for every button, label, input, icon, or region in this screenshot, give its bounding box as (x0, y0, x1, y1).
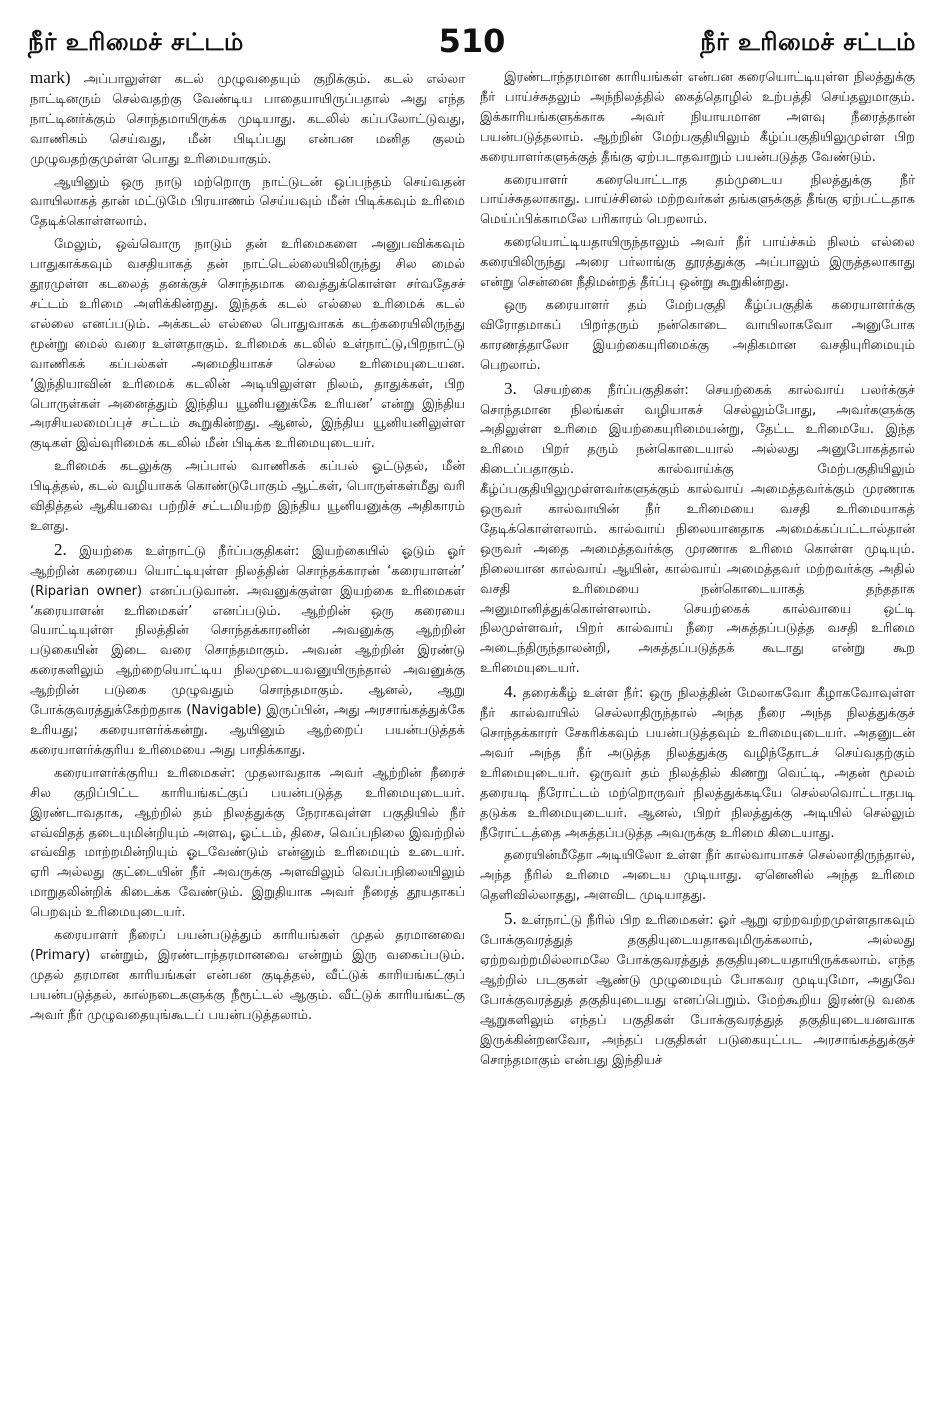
section-number: 5. (504, 909, 517, 929)
paragraph: கரையாளர்க்குரிய உரிமைகள்: முதலாவதாக அவர் ஆற்றின் நீரைச் சில குறிப்பிட்ட காரியங்கட்குப் பயன்படுத்த உரிமையுடையர். இரண்டாவதாக, ஆற்றில் தம் நிலத்துக்கு நேராகவுள்ள பகுதியில் நீர் எவ்விதத் தடையுமின்றியும் அளவு, ஓட்டம், திசை, வெப்பநிலை இவற்றில் எவ்வித மாற்றமின்றியும் ஓடவேண்டும் என்னும் உரிமையும் உடையர். ஏரி அல்லது குட்டையின் நீர் அவருக்கு அளவிலும் வெப்பநிலையிலும் மாறுதலின்றிக் கிடைக்க வேண்டும். இறுதியாக அவர் நீரைத் தூயதாகப் பெறவும் உரிமையுடையர். (30, 765, 465, 921)
section-number: 3. (504, 378, 517, 398)
paragraph: கரையாளர் கரையொட்டாத தம்முடைய நிலத்துக்கு நீர் பாய்ச்சுதலாகாது. பாய்ச்சினல் மற்றவர்கள் தங்களுக்குத் தீங்கு ஏற்பட்டதாக மெய்ப்பிக்காமலே பரிகாரம் பெறலாம். (480, 172, 915, 228)
running-title-right: நீர் உரிமைச் சட்டம் (700, 28, 916, 56)
running-title-left: நீர் உரிமைச் சட்டம் (28, 28, 244, 56)
paragraph-text: அப்பாலுள்ள கடல் முழுவதையும் குறிக்கும். கடல் எல்லா நாட்டினரும் செல்வதற்கு வேண்டிய பாதையாயிருப்பதால் அது எந்த நாட்டினர்க்கும் சொந்தமாயிருக்க முடியாது. கடலில் கப்பலோட்டுவது, வாணிகம் செய்வது, மீன் பிடிப்பது என்பன மனித குலம் முழுவதற்குமுள்ள பொது உரிமையாகும். (30, 72, 465, 167)
paragraph: ஒரு கரையாளர் தம் மேற்பகுதி கீழ்ப்பகுதிக் கரையாளர்க்கு விரோதமாகப் பிறர்தரும் நன்கொடை வாயிலாகவோ அனுபோக காரணத்தாலோ இயற்கையுரிமைக்கு அதிகமான வசதியுரிமையும் பெறலாம். (480, 297, 915, 373)
paragraph-text: உள்நாட்டு நீரில் பிற உரிமைகள்: ஓர் ஆறு ஏற்றவற்றமுள்ளதாகவும் போக்குவரத்துத் தகுதியுடையதாகவுமிருக்கலாம், அல்லது ஏற்றவற்றமில்லாமலே போக்குவரத்துத் தகுதியுடையதாயிருக்கலாம். எந்த ஆற்றில் படகுகள் ஆண்டு முழுமையும் போகவர முடியுமோ, அதுவே போக்குவரத்துத் தகுதியுடையது எனப்பெறும். மேற்கூறிய இரண்டு வகை ஆறுகளிலும் எந்தப் பகுதிகள் போக்குவரத்துத் தகுதியுடையனவாக இருக்கின்றனவோ, அந்தப் பகுதிகள் படுகையுட்பட அரசாங்கத்துக்குச் சொந்தமாகும் என்பது இந்தியச் (480, 913, 915, 1068)
section-number: 4. (504, 682, 517, 702)
paragraph-text: செயற்கை நீர்ப்பகுதிகள்: செயற்கைக் கால்வாய் பலர்க்குச் சொந்தமான நிலங்கள் வழியாகச் செல்லும்போது, அவர்களுக்கு அதிலுள்ள உரிமை இயற்கையுரிமையன்று, தேட்ட உரிமையே. இந்த உரிமை பிறர் தரும் நன்கொடையால் அல்லது அனுபோகத்தால் கிடைப்பதாகும். கால்வாய்க்கு மேற்பகுதியிலும் கீழ்ப்பகுதியிலுமுள்ளவர்களுக்கும் கால்வாய் அமைத்தவர்க்கும் முரணாக ஒருவர் கால்வாயின் நீர் உரிமையை வசதி உரிமையாகத் தேடிக்கொள்ளலாம். கால்வாய் நிலையானதாக அமைக்கப்பட்டால்தான் ஒருவர் அதை அமைத்தவர்க்கு முரணாக உரிமை கொள்ள முடியும். நிலையான கால்வாய் ஆயின், கால்வாய் அமைத்தவர் மற்றவர்க்கு அதில் வசதி உரிமையை நன்கொடையாகத் தந்ததாக அனுமானித்துக்கொள்ளலாம். செயற்கைக் கால்வாயை ஒட்டி நிலமுள்ளவர், பிறர் கால்வாய் நீரை அசுத்தப்படுத்த வசதி உரிமை அடைந்திருந்தாலன்றி, அசுத்தப்படுத்தக் கூடாது என்று கூற உரிமையுடையர். (480, 382, 915, 677)
section-paragraph (480, 909, 915, 1070)
paragraph: உரிமைக் கடலுக்கு அப்பால் வாணிகக் கப்பல் ஓட்டுதல், மீன் பிடித்தல், கடல் வழியாகக் கொண்டுபோகும் ஆட்கள், பொருள்கள்மீது வரி விதித்தல் ஆகியவை பற்றிச் சட்டமியற்ற இந்திய யூனியனுக்கு அதிகாரம் உளது. (30, 459, 465, 534)
paragraph-lead: mark) (30, 68, 71, 87)
section-paragraph (480, 682, 915, 843)
paragraph-text: இயற்கை உள்நாட்டு நீர்ப்பகுதிகள்: இயற்கையில் ஓடும் ஓர் ஆற்றின் கரையை யொட்டியுள்ள நிலத்தின் சொந்தக்காரன் ‘கரையாளன்’ (Riparian owner) எனப்படுவான். அவனுக்குள்ள இயற்கை உரிமைகள் ‘கரையாளன் உரிமைகள்’ எனப்படும். ஆற்றின் ஒரு கரையை யொட்டியுள்ள நிலத்தின் சொந்தக்காரனின் அவனுக்கு ஆற்றின் படுகையின் இடை வரை சொந்தமாகும். அவன் ஆற்றின் இரண்டு கரைகளிலும் ஆற்றையொட்டிய நிலமுடையவனுயிருந்தால் அவனுக்கு ஆற்றின் படுகை முழுவதும் சொந்தமாகும். ஆனல், ஆறு போக்குவரத்துக்கேற்றதாக (Navigable) இருப்பின், அது அரசாங்கத்துக்கே உரியது; கரையாளர்க்கன்று. ஆயினும் ஆற்றைப் பயன்படுத்தக் கரையாளர்க்குரிய உரிமையை அது பாதிக்காது. (30, 543, 465, 758)
paragraph: தரையின்மீதோ அடியிலோ உள்ள நீர் கால்வாயாகச் செல்லாதிருந்தால், அந்த நீரில் உரிமை அடைய முடியாது. ஏனெனில் அந்த உரிமை தெளிவில்லாதது, அளவிட முடியாதது. (480, 848, 915, 904)
section-paragraph (30, 540, 465, 761)
page-header (28, 22, 916, 62)
right-column (480, 68, 915, 1398)
paragraph: கரையொட்டியதாயிருந்தாலும் அவர் நீர் பாய்ச்சும் நிலம் எல்லை கரையிலிருந்து அரை பர்லாங்கு தூரத்துக்கு அப்பாலும் இருத்தலாகாது என்று சென்னை நீதிமன்றத் தீர்ப்பு ஒன்று கூறுகின்றது. (480, 235, 915, 291)
paragraph: கரையாளர் நீரைப் பயன்படுத்தும் காரியங்கள் முதல் தரமானவை (Primary) என்றும், இரண்டாந்தரமானவை என்றும் இரு வகைப்படும். முதல் தரமான காரியங்கள் என்பன குடித்தல், வீட்டுக் காரியங்கட்குப் பயன்படுத்தல், கால்நடைகளுக்கு நீரூட்டல் ஆகும். வீட்டுக் காரியங்கட்கு அவர் நீர் முழுவதையுங்கூடப் பயன்படுத்தலாம். (30, 928, 465, 1023)
section-number: 2. (54, 539, 67, 559)
paragraph (30, 68, 465, 170)
section-paragraph (480, 379, 915, 680)
paragraph-text: தரைக்கீழ் உள்ள நீர்: ஒரு நிலத்தின் மேலாகவோ கீழாகவோவுள்ள நீர் கால்வாயில் செல்லாதிருந்தால் அந்த நீரை அந்த நிலத்துக்குச் சொந்தக்காரர் சேகரிக்கவும் பயன்படுத்தவும் உரிமையுடையர். அதனுடன் அவர் அந்த நீர் அடுத்த நிலத்துக்கு வழிந்தோடச் செய்வதற்கும் உரிமையுடையர். ஒருவர் தம் நிலத்தில் கிணறு வெட்டி, அதன் மூலம் தரையடி நீரோட்டம் மற்றொருவர் நிலத்துக்கடியே செல்லவொட்டாதபடி தடுக்க உரிமையுடையர். ஆனல், பிறர் நிலத்துக்கு அடியில் செல்லும் நீரோட்டத்தை அசுத்தப்படுத்த அவருக்கு உரிமை கிடையாது. (480, 686, 915, 841)
page-number: 510 (438, 22, 506, 60)
paragraph: ஆயினும் ஒரு நாடு மற்றொரு நாட்டுடன் ஒப்பந்தம் செய்வதன் வாயிலாகத் தான் மட்டுமே பிரயாணம் செய்யவும் மீன் பிடிக்கவும் உரிமை தேடிக்கொள்ளலாம். (30, 174, 465, 230)
left-column (30, 68, 465, 1398)
paragraph: மேலும், ஒவ்வொரு நாடும் தன் உரிமைகளை அனுபவிக்கவும் பாதுகாக்கவும் வசதியாகத் தன் நாட்டெல்லையிலிருந்து சில மைல் தூரமுள்ள கடலைத் தனக்குச் சொந்தமாக வைத்துக்கொள்ள சர்வதேசச் சட்டம் உரிமை அளிக்கின்றது. இந்தக் கடல் எல்லை உரிமைக் கடல் எல்லை எனப்படும். அக்கடல் எல்லை பொதுவாகக் கடற்கரையிலிருந்து மூன்று மைல் வரை உள்ளதாகும். உரிமைக் கடலில் உள்நாட்டு,பிறநாட்டு வாணிகக் கப்பல்கள் அமைதியாகச் செல்ல உரிமையுடையன. ‘இந்தியாவின் உரிமைக் கடலின் அடியிலுள்ள நிலம், தாதுக்கள், பிற பொருள்கள் அனைத்தும் இந்திய யூனியனுக்கே உரியன’ என்று இந்திய அரசியலமைப்புச் சட்டம் கூறுகின்றது. ஆனல், இந்திய யூனியனிலுள்ள குடிகள் இவ்வுரிமைக் கடலில் மீன் பிடிக்க உரிமையுடையர். (30, 237, 465, 452)
paragraph: இரண்டாந்தரமான காரியங்கள் என்பன கரையொட்டியுள்ள நிலத்துக்கு நீர் பாய்ச்சுதலும் அந்நிலத்தில் கைத்தொழில் உற்பத்தி செய்தலுமாகும். இக்காரியங்களுக்காக அவர் நியாயமான அளவு நீரைத்தான் பயன்படுத்தலாம். ஆற்றின் மேற்பகுதியிலும் கீழ்ப்பகுதியிலுமுள்ள பிற கரையாளர்களுக்குத் தீங்கு ஏற்படாதவாறும் பயன்படுத்த வேண்டும். (480, 70, 915, 165)
